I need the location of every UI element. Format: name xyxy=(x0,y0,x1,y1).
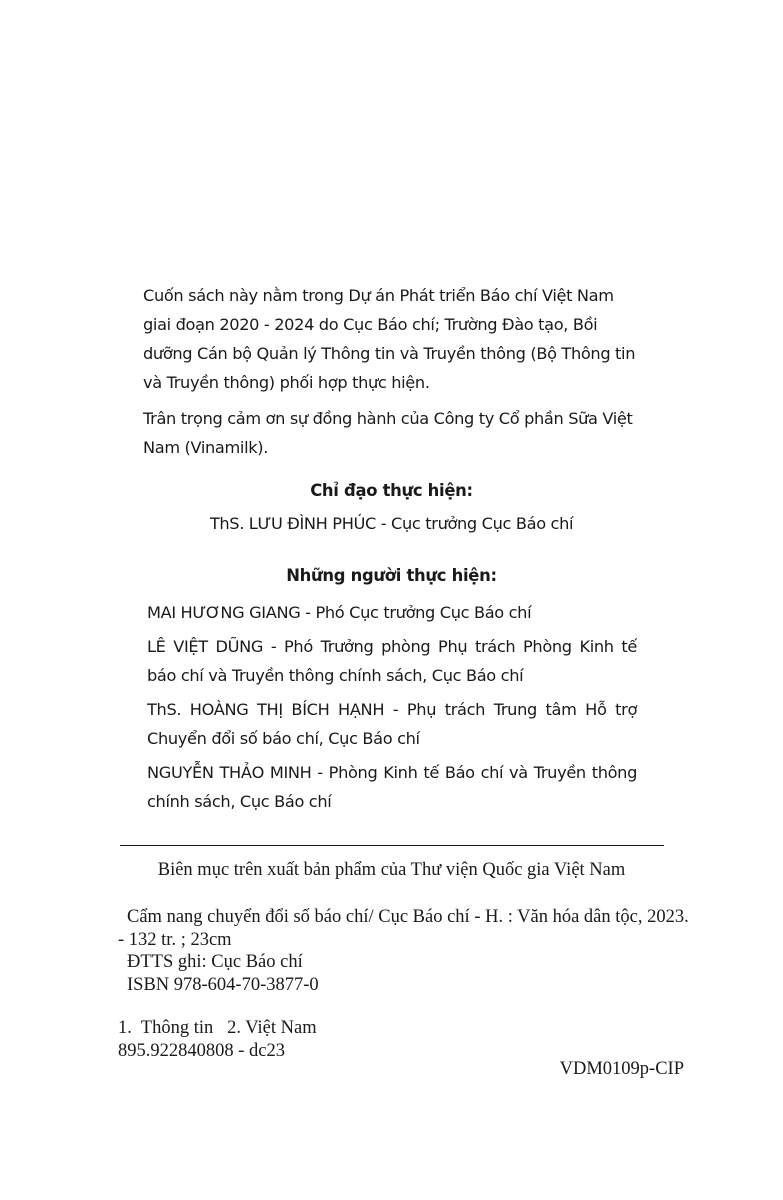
cip-note-line: ĐTTS ghi: Cục Báo chí xyxy=(127,952,303,972)
direction-heading: Chỉ đạo thực hiện: xyxy=(310,481,473,500)
direction-person: ThS. LƯU ĐÌNH PHÚC - Cục trưởng Cục Báo chí xyxy=(209,514,574,533)
cip-isbn-line: ISBN 978-604-70-3877-0 xyxy=(127,975,319,995)
cip-bibliographic-line: Cẩm nang chuyển đổi số báo chí/ Cục Báo chí - H. : Văn hóa dân tộc, 2023. xyxy=(127,907,689,927)
team-member: ThS. HOÀNG THỊ BÍCH HẠNH - Phụ trách Trung tâm Hỗ trợ Chuyển đổi số báo chí, Cục Báo chí xyxy=(147,700,637,748)
team-member: NGUYỄN THẢO MINH - Phòng Kinh tế Báo chí và Truyền thông chính sách, Cục Báo chí xyxy=(147,763,637,811)
cip-subjects-line: 1. Thông tin 2. Việt Nam xyxy=(118,1018,317,1038)
cip-title: Biên mục trên xuất bản phẩm của Thư viện Quốc gia Việt Nam xyxy=(157,860,626,880)
team-member: MAI HƯƠNG GIANG - Phó Cục trưởng Cục Báo chí xyxy=(147,603,532,622)
intro-paragraph-project: Cuốn sách này nằm trong Dự án Phát triển Báo chí Việt Nam giai đoạn 2020 - 2024 do Cục Báo chí; Trường Đào tạo, Bồi dưỡng Cán bộ Quản lý Thông tin và Truyền thông (Bộ Thông tin và Truyền thông) phối hợp thực hiện. xyxy=(143,286,636,392)
cip-code: VDM0109p-CIP xyxy=(559,1059,684,1079)
team-member: LÊ VIỆT DŨNG - Phó Trưởng phòng Phụ trách Phòng Kinh tế báo chí và Truyền thông chính sách, Cục Báo chí xyxy=(147,637,637,685)
intro-block xyxy=(143,281,643,462)
cip-pagination-line: - 132 tr. ; 23cm xyxy=(118,930,232,950)
section-divider xyxy=(120,845,664,846)
intro-paragraph-thanks: Trân trọng cảm ơn sự đồng hành của Công ty Cổ phần Sữa Việt Nam (Vinamilk). xyxy=(143,409,633,457)
cip-classification-line: 895.922840808 - dc23 xyxy=(118,1041,285,1061)
team-heading: Những người thực hiện: xyxy=(286,566,497,585)
